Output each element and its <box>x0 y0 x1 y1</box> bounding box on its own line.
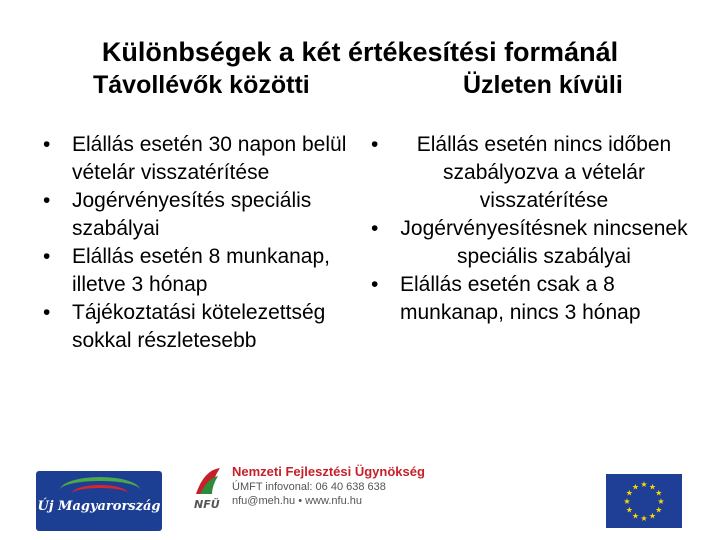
left-column-heading: Távollévők közötti <box>93 71 310 99</box>
list-item: • Elállás esetén 30 napon belül vételár visszatérítése <box>30 131 360 187</box>
nfu-abbr: NFÜ <box>194 498 220 511</box>
nfu-phone: ÚMFT infovonal: 06 40 638 638 <box>232 481 386 493</box>
list-item <box>358 215 688 271</box>
eu-star-icon: ★ <box>631 511 640 521</box>
eu-star-icon: ★ <box>631 482 640 492</box>
eu-star-icon: ★ <box>625 488 633 498</box>
list-item <box>358 131 688 215</box>
list-item <box>358 271 688 327</box>
list-item-text: • Jogérvényesítésnek nincsenek speciális szabályai <box>400 217 688 268</box>
list-item-text: • Elállás esetén nincs időben szabályozva a vételár visszatérítése <box>416 133 672 212</box>
eu-flag-icon <box>606 474 682 528</box>
nfu-web: nfu@meh.hu • www.nfu.hu <box>232 495 362 507</box>
list-item: • Jogérvényesítés speciális szabályai <box>30 187 360 243</box>
eu-star-icon: ★ <box>648 511 657 521</box>
list-item-text: Elállás esetén csak a 8 munkanap, nincs 3 hónap <box>400 273 641 324</box>
eu-star-icon: ★ <box>655 505 663 515</box>
list-item: • Elállás esetén 8 munkanap, illetve 3 hónap <box>30 243 360 299</box>
eu-star-icon: ★ <box>623 497 631 506</box>
eu-star-icon: ★ <box>625 505 633 515</box>
right-column-heading: Üzleten kívüli <box>463 71 623 99</box>
list-item: • Tájékoztatási kötelezettség sokkal részletesebb <box>30 299 360 355</box>
footer-logos <box>0 462 720 540</box>
nfu-contact-block <box>232 464 492 508</box>
eu-star-icon: ★ <box>655 488 663 498</box>
left-bullet-list <box>30 131 360 355</box>
logo-text: Új Magyarország <box>37 499 161 514</box>
eu-star-icon: ★ <box>640 514 648 523</box>
eu-star-icon: ★ <box>657 497 665 506</box>
eu-star-icon: ★ <box>640 480 648 489</box>
slide-title: Különbségek a két értékesítési formánál <box>101 37 619 67</box>
right-bullet-list <box>358 131 688 327</box>
nfu-logo-icon <box>190 464 228 514</box>
nfu-name: Nemzeti Fejlesztési Ügynökség <box>232 464 425 479</box>
eu-star-icon: ★ <box>648 482 657 492</box>
uj-magyarorszag-logo <box>36 471 162 531</box>
